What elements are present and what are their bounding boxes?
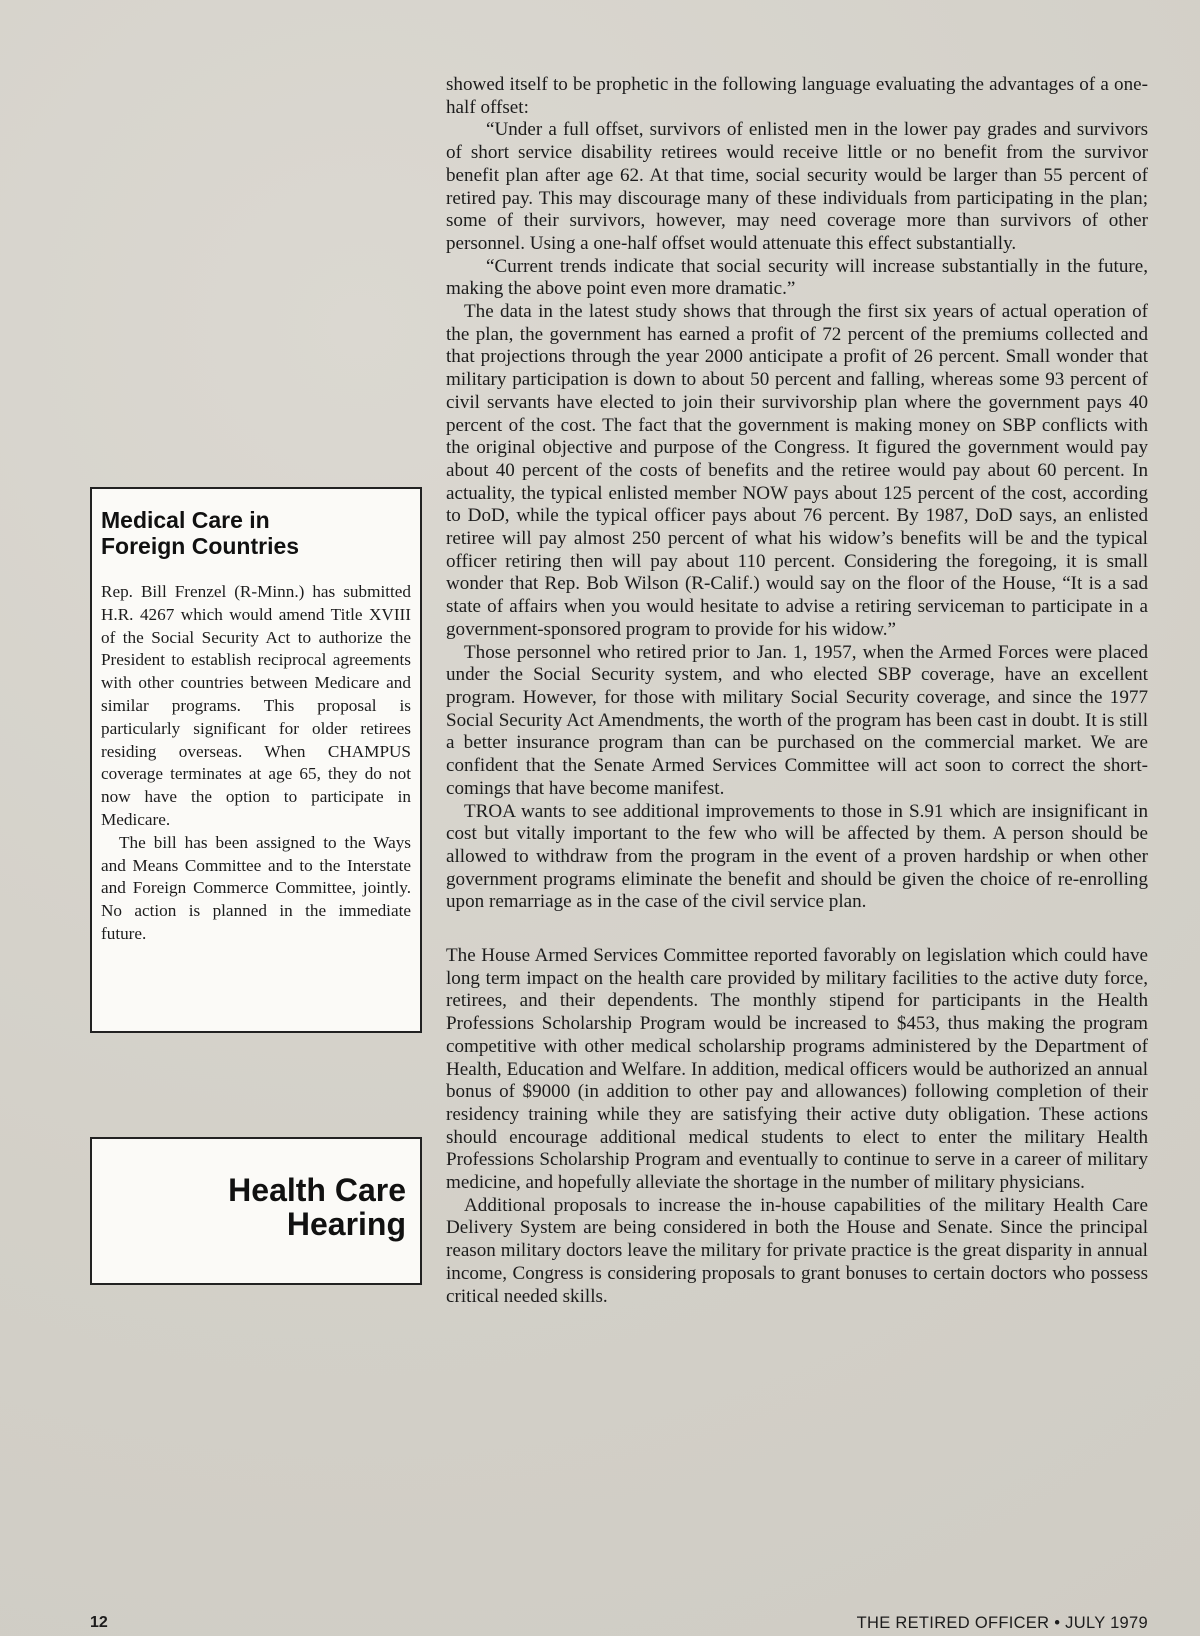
article-paragraph: Additional proposals to increase the in-house capabilities of the military Health Care Delivery System are being considered in both the House and Senate. Since the principal reason military doctors leave the military for private practice is the great disparity in annual income, Congress is considering proposals to grant bonuses to certain doctors who possess critical needed skills. <box>446 1194 1148 1307</box>
article-paragraph: The data in the latest study shows that through the first six years of actual operation of the plan, the government has earned a profit of 72 percent of the premiums collected and that projections through the year 2000 anticipate a profit of 26 percent. Small wonder that military participation is down to about 50 percent and falling, whereas some 93 percent of civil servants have elected to join their survivorship plan where the government pays 40 percent of the cost. The fact that the government is making money on SBP conflicts with the original objective and purpose of the Congress. It figured the government would pay about 40 percent of the costs of benefits and the retiree would pay about 60 percent. In actuality, the typical enlisted member NOW pays about 125 percent of the cost, according to DoD, while the typical officer pays about 76 percent. By 1987, DoD says, an enlisted retiree will pay almost 250 percent of what his widow’s benefits will be and the typical officer retiring then will pay about 110 percent. Considering the foregoing, it is small wonder that Rep. Bob Wilson (R-Calif.) would say on the floor of the House, “It is a sad state of affairs when you would hesitate to advise a retiring serviceman to participate in a government-sponsored program to provide for his widow.” <box>446 301 1148 640</box>
page-number: 12 <box>90 1614 108 1631</box>
sidebar-box-body <box>101 581 411 946</box>
article-paragraph: Those personnel who retired prior to Jan. 1, 1957, when the Armed Forces were placed under the Social Security system, and who elected SBP coverage, have an excellent program. However, for those with military Social Security coverage, and since the 1977 Social Security Act Amendments, the worth of the program has been cast in doubt. It is still a better insurance program than can be purchased on the commercial market. We are confident that the Senate Armed Services Committee will act soon to correct the short-comings that have become manifest. <box>446 641 1148 799</box>
article-paragraph: showed itself to be prophetic in the following language evaluating the advantages of a one-half offset: <box>446 74 1148 118</box>
publication-footer: THE RETIRED OFFICER • JULY 1979 <box>856 1614 1148 1632</box>
sidebar-box-title <box>101 507 411 559</box>
section-heading <box>106 1173 406 1241</box>
section-heading-line: Health Care <box>228 1172 406 1208</box>
sidebar-box-medical-care <box>90 487 422 1033</box>
article-paragraph: The House Armed Services Committee reported favorably on legislation which could have long term impact on the health care provided by military facilities to the active duty force, retirees, and their dependents. The monthly stipend for participants in the Health Professions Scholarship Program would be increased to $453, thus making the program competitive with other medical scholarship programs administered by the Department of Health, Education and Welfare. In addition, medical officers would be authorized an annual bonus of $9000 (in addition to other pay and allowances) following completion of their residency training while they are satisfying their active duty obligation. These actions should encourage additional medical students to elect to enter the military Health Professions Scholarship Program and eventually to continue to serve in a career of military medicine, and hopefully alleviate the shortage in the number of military physicians. <box>446 945 1148 1194</box>
article-quote-paragraph: “Under a full offset, survivors of enlisted men in the lower pay grades and survivors of short service disability retirees would receive little or no benefit from the survivor benefit plan after age 62. At that time, social security would be larger than 55 percent of retired pay. This may discourage many of these individuals from participating in the plan; some of their survivors, however, may need coverage more than survivors of other personnel. Using a one-half offset would attenuate this effect substantially. <box>446 119 1148 254</box>
sidebar-title-line: Medical Care in <box>101 507 270 533</box>
sidebar-title-line: Foreign Countries <box>101 533 300 559</box>
sidebar-paragraph: Rep. Bill Frenzel (R-Minn.) has submitted H.R. 4267 which would amend Title XVIII of the Social Security Act to authorize the President to establish reciprocal agreements with other countries between Medicare and similar programs. This proposal is particularly significant for older retirees residing overseas. When CHAMPUS coverage terminates at age 65, they do not now have the option to participate in Medicare. <box>101 582 411 829</box>
article-quote-paragraph: “Current trends indicate that social security will increase substantially in the future, making the above point even more dramatic.” <box>446 255 1148 300</box>
article-paragraph: TROA wants to see additional improvements to those in S.91 which are insignificant in cost but vitally important to the few who will be affected by them. A person should be allowed to withdraw from the program in the event of a proven hardship or when other government programs eliminate the benefit and should be given the choice of re-enrolling upon remarriage as in the case of the civil service plan. <box>446 800 1148 913</box>
health-care-hearing-article <box>446 945 1148 1308</box>
main-article-column <box>446 74 1148 1308</box>
section-heading-box <box>90 1137 422 1285</box>
section-heading-line: Hearing <box>286 1206 406 1242</box>
sidebar-paragraph: The bill has been assigned to the Ways and Means Committee and to the Interstate and Foreign Commerce Committee, jointly. No action is planned in the immediate future. <box>101 832 411 943</box>
